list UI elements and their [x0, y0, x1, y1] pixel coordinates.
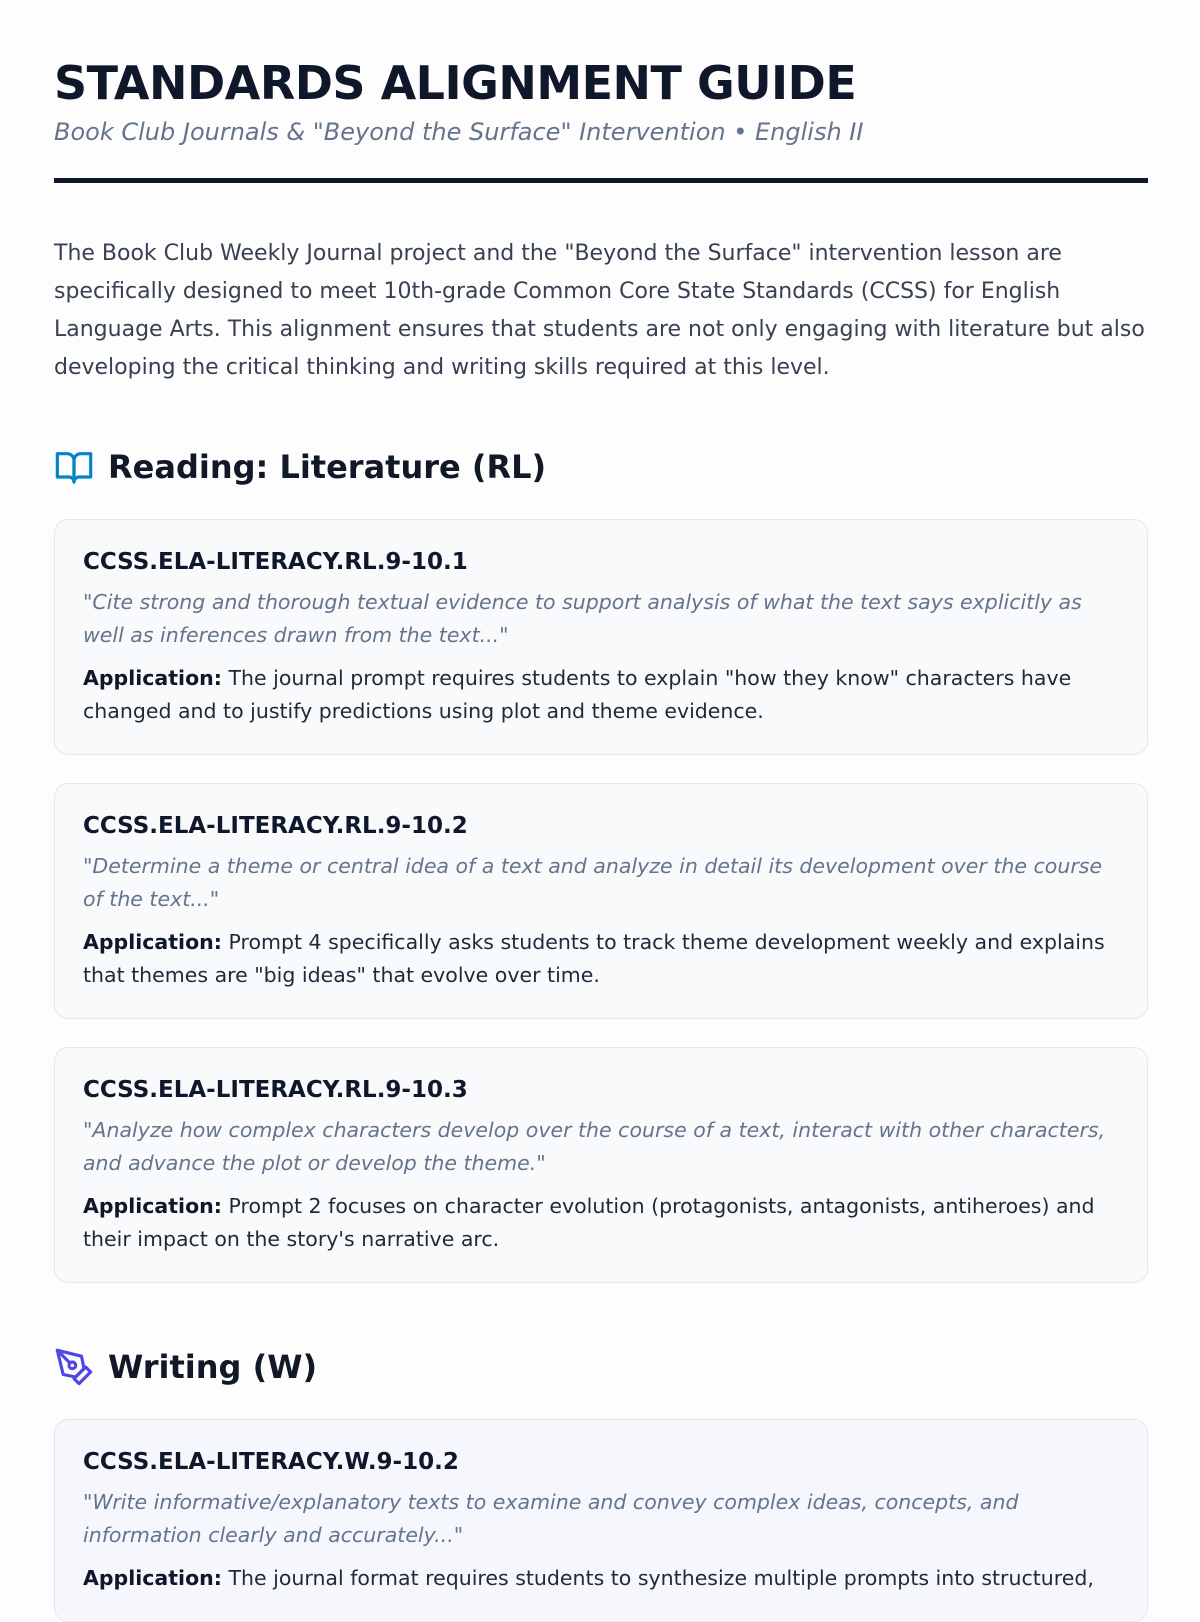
section-title-reading: Reading: Literature (RL) — [108, 448, 547, 486]
title-divider — [54, 178, 1148, 183]
standard-card — [54, 519, 1148, 755]
application-label: Application: — [83, 930, 222, 954]
standard-quote: "Analyze how complex characters develop over the course of a text, interact with other characters, and advance the plot or develop the theme." — [83, 1118, 1106, 1175]
page-subtitle: Book Club Journals & "Beyond the Surface" Intervention • English II — [54, 118, 864, 146]
standard-quote: "Cite strong and thorough textual evidence to support analysis of what the text says explicitly as well as inferences drawn from the text..." — [83, 590, 1082, 647]
standard-quote: "Write informative/explanatory texts to examine and convey complex ideas, concepts, and information clearly and accurately..." — [83, 1490, 1019, 1547]
standard-code: CCSS.ELA-LITERACY.W.9-10.2 — [83, 1449, 459, 1475]
pen-nib-icon — [54, 1347, 94, 1387]
standard-card — [54, 783, 1148, 1019]
application-label: Application: — [83, 1194, 222, 1218]
standard-quote: "Determine a theme or central idea of a text and analyze in detail its development over the course of the text..." — [83, 854, 1103, 911]
section-header-writing — [54, 1347, 1146, 1387]
standard-application — [83, 1190, 1119, 1256]
application-text: The journal prompt requires students to explain "how they know" characters have changed and to justify predictions using plot and theme evidence. — [83, 666, 1072, 723]
standard-code: CCSS.ELA-LITERACY.RL.9-10.3 — [83, 1077, 468, 1103]
page-title: STANDARDS ALIGNMENT GUIDE — [54, 56, 857, 110]
open-book-icon — [54, 447, 94, 487]
section-header-reading — [54, 447, 1146, 487]
application-text: The journal format requires students to synthesize multiple prompts into structured, — [228, 1566, 1094, 1590]
standard-code: CCSS.ELA-LITERACY.RL.9-10.2 — [83, 813, 468, 839]
standard-application — [83, 1562, 1119, 1595]
standard-application — [83, 662, 1119, 728]
application-label: Application: — [83, 1566, 222, 1590]
standard-code: CCSS.ELA-LITERACY.RL.9-10.1 — [83, 549, 468, 575]
standard-card — [54, 1047, 1148, 1283]
application-label: Application: — [83, 666, 222, 690]
intro-paragraph: The Book Club Weekly Journal project and the "Beyond the Surface" intervention lesson are specifically designed to meet 10th-grade Common Core State Standards (CCSS) for English Language Arts. This alignment ensures that students are not only engaging with literature but also developing the critical thinking and writing skills required at this level. — [54, 241, 1145, 380]
standard-application — [83, 926, 1119, 992]
standard-card — [54, 1419, 1148, 1622]
application-text: Prompt 2 focuses on character evolution (protagonists, antagonists, antiheroes) and their impact on the story's narrative arc. — [83, 1194, 1095, 1251]
application-text: Prompt 4 specifically asks students to track theme development weekly and explains that themes are "big ideas" that evolve over time. — [83, 930, 1105, 987]
section-title-writing: Writing (W) — [108, 1348, 318, 1386]
